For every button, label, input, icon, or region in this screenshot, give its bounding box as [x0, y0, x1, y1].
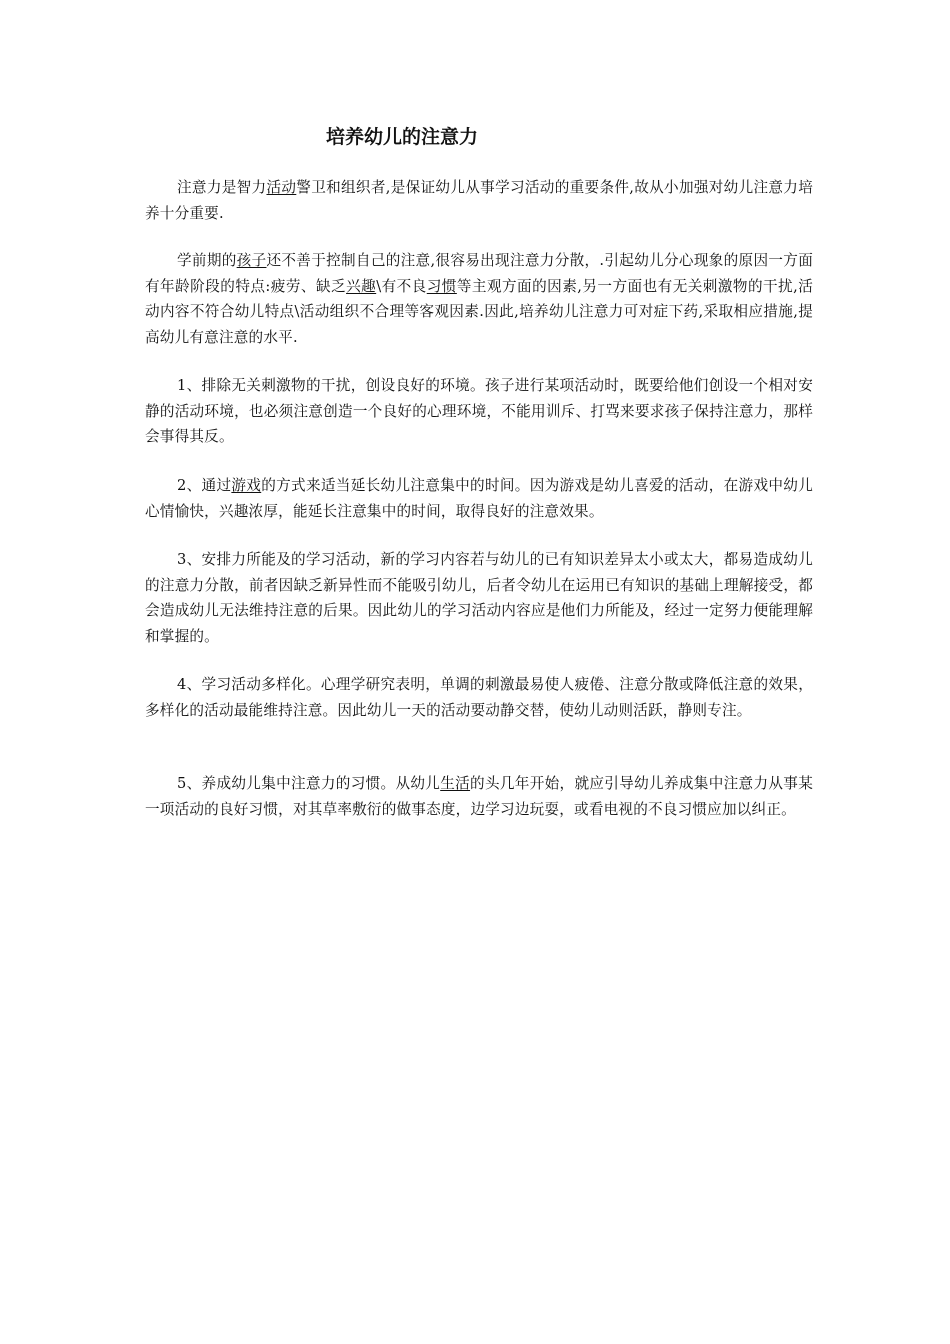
- text-run: 3、安排力所能及的学习活动，新的学习内容若与幼儿的已有知识差异太小或太大，都易造成幼儿的注意力分散，前者因缺乏新异性而不能吸引幼儿，后者令幼儿在运用已有知识的基础上理解接受，都会造成幼儿无法维持注意的后果。因此幼儿的学习活动内容应是他们力所能及，经过一定努力便能理解和掌握的。: [145, 551, 813, 645]
- text-run: 注意力是智力: [177, 179, 267, 196]
- document-title: 培养幼儿的注意力: [326, 126, 479, 148]
- text-run: 5、养成幼儿集中注意力的习惯。从幼儿: [177, 775, 441, 792]
- text-run: 还不善于控制自己的注意,很容易出现注意力分散，.引起幼儿分心现象的原因一方面有年龄阶段的特点:疲劳、缺乏: [145, 252, 813, 295]
- link-xingqu[interactable]: 兴趣: [346, 277, 377, 295]
- method-5-paragraph: [145, 771, 813, 822]
- text-run: 的头几年开始，就应引导幼儿养成集中注意力从事某一项活动的良好习惯，对其草率敷衍的做事态度，边学习边玩耍，或看电视的不良习惯应加以纠正。: [145, 775, 814, 818]
- link-youxi[interactable]: 游戏: [231, 477, 262, 494]
- text-run: 的方式来适当延长幼儿注意集中的时间。因为游戏是幼儿喜爱的活动，在游戏中幼儿心情愉快，兴趣浓厚，能延长注意集中的时间，取得良好的注意效果。: [145, 477, 813, 520]
- method-4-paragraph: [145, 672, 813, 723]
- text-run: \有不良: [376, 277, 427, 295]
- link-haizi[interactable]: 孩子: [236, 252, 267, 269]
- text-run: 1、排除无关刺激物的干扰，创设良好的环境。孩子进行某项活动时，既要给他们创设一个相对安静的活动环境，也必须注意创造一个良好的心理环境，不能用训斥、打骂来要求孩子保持注意力，那样会事得其反。: [145, 377, 813, 445]
- link-shenghuo[interactable]: 生活: [440, 775, 471, 792]
- text-run: 2、通过: [177, 477, 232, 494]
- text-run: 学前期的: [177, 252, 237, 269]
- method-2-paragraph: [145, 473, 813, 524]
- method-1-paragraph: [145, 373, 813, 450]
- link-xiguan[interactable]: 习惯: [426, 277, 457, 295]
- text-run: 等主观方面的因素,另一方面也有无关刺激物的干扰,活动内容不符合幼儿特点\活动组织不合理等客观因素.因此,培养幼儿注意力可对症下药,采取相应措施,提高幼儿有意注意的水平.: [145, 277, 814, 346]
- causes-paragraph: [145, 248, 813, 350]
- method-3-paragraph: [145, 547, 813, 649]
- text-run: 4、学习活动多样化。心理学研究表明，单调的刺激最易使人疲倦、注意分散或降低注意的效果，多样化的活动最能维持注意。因此幼儿一天的活动要动静交替，使幼儿动则活跃，静则专注。: [145, 676, 813, 719]
- text-run: 警卫和组织者,是保证幼儿从事学习活动的重要条件,故从小加强对幼儿注意力培养十分重要.: [145, 179, 814, 222]
- link-huodong[interactable]: 活动: [266, 179, 297, 196]
- intro-paragraph: [145, 175, 813, 226]
